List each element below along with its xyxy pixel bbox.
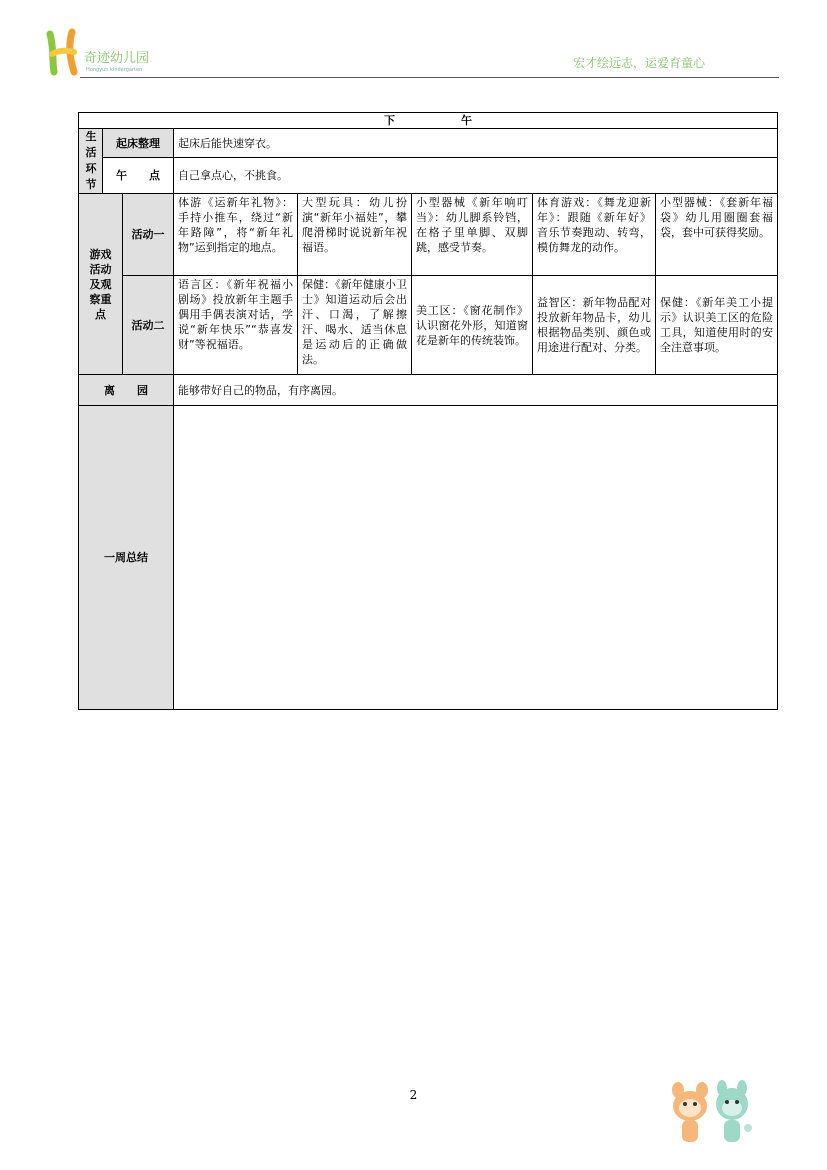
activity-one-cell: 体游《运新年礼物》：手持小推车，绕过“新年路障”，将“新年礼物”运到指定的地点。 xyxy=(174,194,298,276)
life-row-label: 起床整理 xyxy=(103,129,174,158)
weekly-summary-label: 一周总结 xyxy=(79,406,174,710)
activity-one-cell: 小型器械：《套新年福袋》幼儿用圈圈套福袋，套中可获得奖励。 xyxy=(656,194,778,276)
page-header xyxy=(0,0,827,80)
period-header: 下 午 xyxy=(79,113,778,129)
activity-two-label: 活动二 xyxy=(123,276,174,375)
activity-two-cell: 保健：《新年美工小提示》认识美工区的危险工具，知道使用时的安全注意事项。 xyxy=(656,276,778,375)
leave-label: 离 园 xyxy=(79,375,174,406)
activity-two-cell: 益智区：新年物品配对 投放新年物品卡，幼儿根据物品类别、颜色或用途进行配对、分类。 xyxy=(533,276,656,375)
header-divider xyxy=(80,77,779,78)
life-section-label: 生活环节 xyxy=(79,129,103,194)
activity-one-cell: 体育游戏：《舞龙迎新年》：跟随《新年好》音乐节奏跑动、转弯，模仿舞龙的动作。 xyxy=(533,194,656,276)
kindergarten-logo xyxy=(44,28,174,76)
daily-plan-table xyxy=(78,112,778,710)
weekly-summary-content[interactable] xyxy=(174,406,778,710)
activity-one-cell: 大型玩具：幼儿扮演“新年小福娃”，攀爬滑梯时说说新年祝福语。 xyxy=(298,194,412,276)
activity-one-cell: 小型器械《新年响叮当》：幼儿脚系铃铛，在格子里单脚、双脚跳，感受节奏。 xyxy=(412,194,533,276)
svg-text:奇迹幼儿园: 奇迹幼儿园 xyxy=(84,51,150,66)
life-row-label: 午 点 xyxy=(103,158,174,194)
svg-text:Hongyun kindergarten: Hongyun kindergarten xyxy=(86,67,143,73)
life-row-content: 自己拿点心，不挑食。 xyxy=(174,158,778,194)
leave-content: 能够带好自己的物品，有序离园。 xyxy=(174,375,778,406)
life-row-content: 起床后能快速穿衣。 xyxy=(174,129,778,158)
activity-two-cell: 美工区：《窗花制作》认识窗花外形，知道窗花是新年的传统装饰。 xyxy=(412,276,533,375)
game-section-label: 游戏活动及观察重点 xyxy=(79,194,123,375)
header-slogan: 宏才绘远志，运爱育童心 xyxy=(572,56,705,70)
activity-two-cell: 语言区：《新年祝福小剧场》投放新年主题手偶用手偶表演对话，学说“新年快乐”“恭喜发财”等祝福语。 xyxy=(174,276,298,375)
mascot-illustration xyxy=(662,1076,762,1152)
page-number: 2 xyxy=(409,1088,418,1102)
activity-two-cell: 保健：《新年健康小卫士》知道运动后会出汗、口渴，了解擦汗、喝水、适当休息是运动后的正确做法。 xyxy=(298,276,412,375)
activity-one-label: 活动一 xyxy=(123,194,174,276)
